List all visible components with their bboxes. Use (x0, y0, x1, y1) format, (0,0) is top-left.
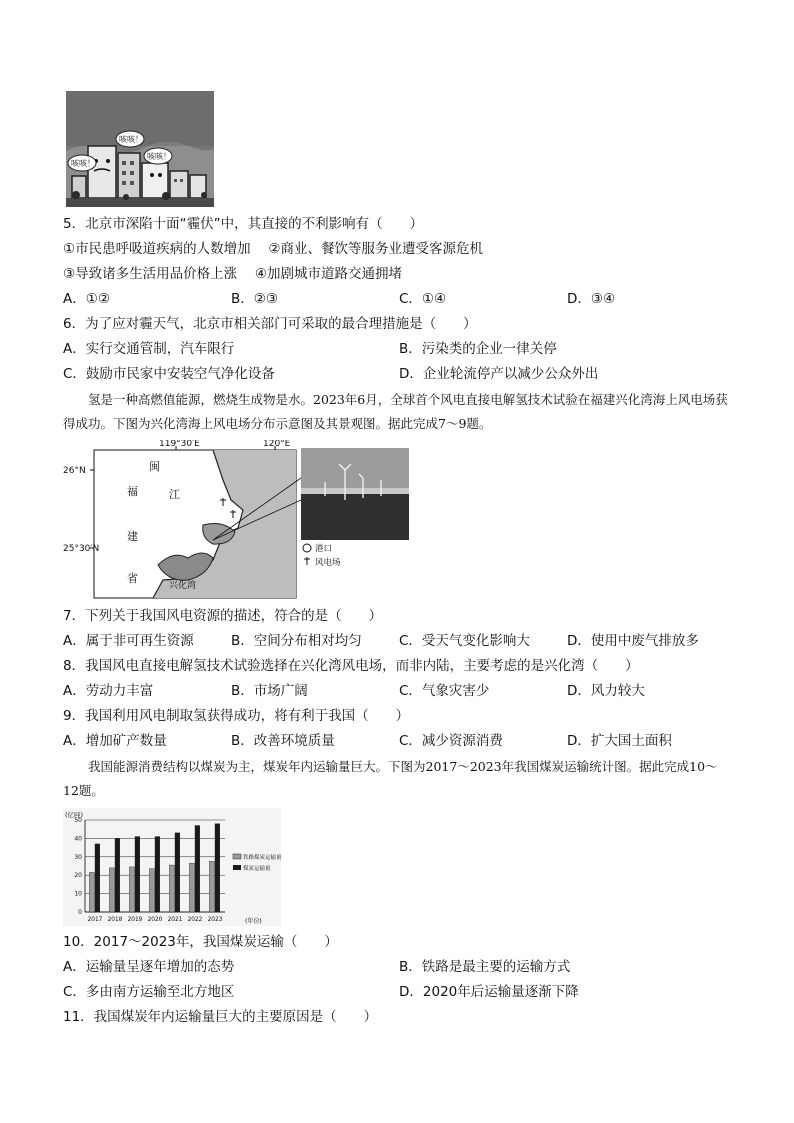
q10-option-b: B．铁路是最主要的运输方式 (399, 959, 571, 975)
passage-hydrogen: 氢是一种高燃值能源，燃烧生成物是水。2023年6月，全球首个风电直接电解氢技术试验在福建兴化湾海上风电场获得成功。下图为兴化湾海上风电场分布示意图及其景观图。据此完成7～9题。 (63, 392, 728, 431)
q10-option-d: D．2020年后运输量逐渐下降 (399, 984, 579, 1000)
chart-x-tick-label: 2021 (167, 917, 183, 923)
q6-option-d: D．企业轮流停产以减少公众外出 (399, 366, 599, 382)
q10-option-c: C．多由南方运输至北方地区 (63, 984, 235, 1000)
xinghua-bay-map-figure (63, 440, 421, 600)
bar-rail-coal (109, 868, 114, 912)
q7-option-b: B．空间分布相对均匀 (231, 633, 362, 649)
q7-option-a: A．属于非可再生资源 (63, 633, 194, 649)
map-province-char: 闽 (149, 460, 160, 473)
cartoon-bubble: 咳咳！ (119, 135, 143, 144)
q10-option-a: A．运输量呈逐年增加的态势 (63, 959, 235, 975)
cartoon-bubble: 咳咳！ (71, 159, 95, 168)
q11-stem: 11．我国煤炭年内运输量巨大的主要原因是（ ） (63, 1009, 378, 1025)
coal-transport-chart (63, 808, 281, 926)
chart-y-unit: (亿吨) (65, 811, 84, 819)
xinghua-bay-map (63, 440, 421, 600)
q8-option-d: D．风力较大 (567, 683, 645, 699)
smog-cartoon-image (66, 91, 214, 207)
q6-option-b: B．污染类的企业一律关停 (399, 341, 557, 357)
chart-y-tick-label: 10 (74, 890, 82, 898)
bar-rail-coal (209, 861, 214, 912)
legend-series-rail: 铁路煤炭运输量 (243, 855, 281, 861)
legend-series-total: 煤炭运输量 (243, 866, 271, 872)
bar-total-coal (115, 838, 120, 912)
chart-y-tick-label: 0 (78, 909, 82, 916)
q5-items-line1: ①市民患呼吸道疾病的人数增加 ②商业、餐饮等服务业遭受客源危机 (63, 241, 483, 257)
cartoon-bubble: 咳咳！ (147, 152, 171, 161)
chart-x-unit: (年份) (245, 918, 262, 925)
q5-option-b: B．②③ (231, 291, 278, 307)
legend-port-label: 港口 (315, 544, 333, 554)
q8-option-b: B．市场广阔 (231, 683, 308, 699)
q5-items-line2: ③导致诸多生活用品价格上涨 ④加剧城市道路交通拥堵 (63, 266, 402, 282)
bar-total-coal (215, 824, 220, 912)
chart-x-tick-label: 2018 (107, 917, 123, 923)
map-province-char: 江 (169, 488, 180, 501)
q9-stem: 9．我国利用风电制取氢获得成功，将有利于我国（ ） (63, 708, 410, 724)
q7-option-c: C．受天气变化影响大 (399, 633, 530, 649)
q5-stem: 5．北京市深陷十面“霾伏”中，其直接的不利影响有（ ） (63, 216, 424, 232)
bar-rail-coal (89, 872, 94, 912)
q5-option-d: D．③④ (567, 291, 616, 307)
map-lat-label-1: 26°N (63, 466, 86, 476)
bar-rail-coal (149, 869, 154, 912)
passage-coal: 我国能源消费结构以煤炭为主，煤炭年内运输量巨大。下图为2017～2023年我国煤炭运输统计图。据此完成10～12题。 (63, 759, 718, 798)
q9-option-a: A．增加矿产数量 (63, 733, 167, 749)
chart-y-tick-label: 50 (74, 817, 82, 824)
q9-option-c: C．减少资源消费 (399, 733, 503, 749)
chart-x-tick-label: 2022 (187, 917, 203, 923)
chart-y-tick-label: 30 (74, 853, 82, 861)
map-lon-label-2: 120°E (263, 440, 291, 449)
map-land-char: 省 (127, 572, 138, 585)
q8-option-a: A．劳动力丰富 (63, 683, 154, 699)
q9-option-b: B．改善环境质量 (231, 733, 335, 749)
map-land-char: 建 (127, 530, 138, 543)
bar-rail-coal (169, 865, 174, 912)
map-bay-label: 兴化湾 (169, 581, 197, 591)
q9-option-d: D．扩大国土面积 (567, 733, 672, 749)
bar-total-coal (175, 833, 180, 912)
smog-cartoon-drawing (66, 91, 214, 207)
map-land-char: 福 (127, 485, 138, 498)
bar-total-coal (95, 844, 100, 912)
chart-x-tick-label: 2020 (147, 917, 163, 923)
q6-option-c: C．鼓励市民家中安装空气净化设备 (63, 366, 275, 382)
q6-stem: 6．为了应对霾天气，北京市相关部门可采取的最合理措施是（ ） (63, 316, 477, 332)
chart-y-tick-label: 20 (74, 872, 82, 880)
map-lon-label-1: 119°30′E (159, 440, 200, 449)
chart-x-tick-label: 2023 (207, 917, 223, 923)
q7-option-d: D．使用中废气排放多 (567, 633, 699, 649)
bar-total-coal (155, 837, 160, 912)
q6-option-a: A．实行交通管制，汽车限行 (63, 341, 235, 357)
q10-stem: 10．2017～2023年，我国煤炭运输（ ） (63, 934, 338, 950)
chart-x-tick-label: 2017 (87, 917, 103, 923)
bar-rail-coal (189, 863, 194, 912)
bar-rail-coal (129, 867, 134, 912)
coal-transport-chart-svg (63, 808, 281, 926)
map-lat-label-2: 25°30′N (63, 544, 100, 554)
q8-stem: 8．我国风电直接电解氢技术试验选择在兴化湾风电场，而非内陆，主要考虑的是兴化湾（ ） (63, 658, 639, 674)
chart-x-tick-label: 2019 (127, 917, 143, 923)
chart-y-tick-label: 40 (74, 835, 82, 843)
bar-total-coal (195, 826, 200, 912)
bar-total-coal (135, 837, 140, 912)
q5-option-c: C．①④ (399, 291, 447, 307)
q7-stem: 7．下列关于我国风电资源的描述，符合的是（ ） (63, 608, 383, 624)
legend-wind-label: 风电场 (315, 558, 341, 568)
q8-option-c: C．气象灾害少 (399, 683, 490, 699)
q5-option-a: A．①② (63, 291, 110, 307)
